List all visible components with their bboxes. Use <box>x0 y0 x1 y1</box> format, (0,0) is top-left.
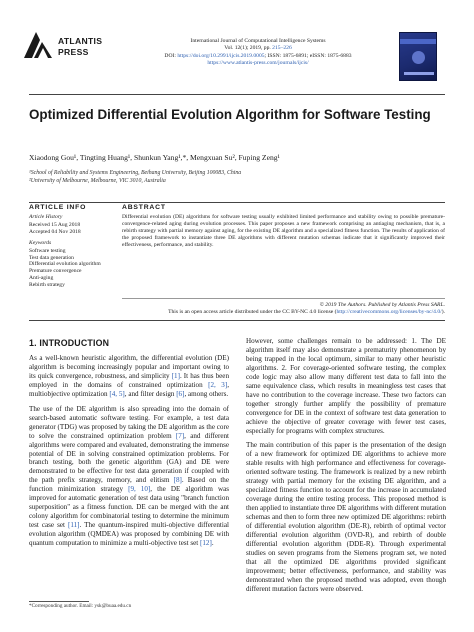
volume-text: Vol. 12(1); 2019, pp. <box>224 45 273 52</box>
keywords-label: Keywords <box>29 239 52 246</box>
paper-title: Optimized Differential Evolution Algorithm for Software Testing <box>29 107 431 122</box>
author-list: Xiaodong Gou¹, Tingting Huang¹, Shunkun Yang¹,*, Mengxuan Su², Fuping Zeng¹ <box>29 153 280 162</box>
license-suffix: ). <box>441 309 445 315</box>
text-run: . The quantum-inspired multi-objective differential evolution algorithm (QMDEA) was proposed by combining DE with quantum computation to minimize a multi-objective test set <box>29 521 229 548</box>
paragraph-2 <box>29 405 229 548</box>
volume-line <box>142 45 374 52</box>
keyword: Test data generation <box>29 254 74 261</box>
keyword: Differential evolution algorithm <box>29 261 101 268</box>
keyword: Anti-aging <box>29 275 54 282</box>
affiliations <box>29 170 445 185</box>
affiliation-2: ²University of Melbourne, Melbourne, VIC 3010, Australia <box>29 177 166 184</box>
info-divider <box>29 202 445 203</box>
abstract-text: Differential evolution (DE) algorithms for software testing usually exhibited limited performance and stability owing to possible premature-convergence-related aging during evolution processes. This paper proposes a new framework comprising an antiaging mechanism, that is, a rebirth strategy with partial memory against aging, for the existing DE algorithm and a specialized fitness function. The results of application of the proposed framework to instantiate three DE algorithms with different mutation schemas indicate that it significantly improved their effectiveness, performance, and stability. <box>122 214 445 248</box>
header-divider <box>29 94 445 95</box>
copyright-line: © 2019 The Authors. Published by Atlantis Press SARL. <box>319 302 445 308</box>
doi-line <box>142 53 374 60</box>
license-line <box>29 309 445 316</box>
publisher-line2: PRESS <box>58 47 89 57</box>
text-run: The use of the DE algorithm is also spreading into the domain of search-based automatic software testing. For example, a test data generator (TDG) was proposed by taking the DE algorithm as the core to solve the constrained optimization problem <box>29 404 229 440</box>
journal-website-link[interactable]: https://www.atlantis-press.com/journals/ijcis/ <box>207 60 309 67</box>
cover-emblem <box>412 51 425 64</box>
body-divider <box>29 320 445 321</box>
text-run: , and different algorithms were compared and evaluated, demonstrating the immense potential of DE in solving constrained optimization problems. For branch testing, both the genetic algorithm (GA) and DE were demonstrated to be effective for test data generation if coupled with the path prefix strategy, memory, and elitism <box>29 431 229 485</box>
publisher-logo <box>22 30 112 70</box>
abstract-divider <box>122 298 445 299</box>
citation-link[interactable]: [9, 10] <box>128 485 151 494</box>
doi-link[interactable]: https://doi.org/10.2991/ijcis.2019.0005 <box>177 52 265 59</box>
received-date: Received 15 Aug 2018 <box>29 221 81 228</box>
text-run: . It has thus been employed in the domains of constrained optimization <box>29 371 230 389</box>
article-info <box>29 214 109 289</box>
keyword: Rebirth strategy <box>29 282 65 289</box>
history-label: Article History <box>29 214 63 220</box>
citation-link[interactable]: [6] <box>176 389 185 398</box>
paragraph-1 <box>29 354 229 399</box>
text-run: . <box>211 539 214 548</box>
citation-link[interactable]: [1] <box>171 371 180 380</box>
citation-link[interactable]: [8] <box>173 476 182 485</box>
text-run: , the DE algorithm was improved for automatic generation of test data using "branch function superposition" as a fitness function. DE can be merged with the ant colony algorithm for combinatorial testing to determine the minimum test case set <box>29 485 229 530</box>
journal-cover-image <box>399 32 437 81</box>
text-run: As a well-known heuristic algorithm, the differential evolution (DE) algorithm is becoming increasingly popular and important owing to its quick convergence, robustness, and simplicity <box>29 354 229 380</box>
cover-band <box>400 39 436 44</box>
corresponding-author-footnote: *Corresponding author. Email: ysk@buaa.edu.cn <box>29 603 132 609</box>
atlantis-logo-icon <box>22 30 54 60</box>
cover-bar <box>404 72 434 75</box>
citation-link[interactable]: [4, 5] <box>109 389 125 398</box>
journal-info <box>142 38 374 68</box>
left-column <box>29 354 229 554</box>
journal-name: International Journal of Computational Intelligence Systems <box>190 38 326 44</box>
right-column <box>246 337 446 600</box>
accepted-date: Accepted 04 Nov 2018 <box>29 228 81 235</box>
text-run: , and filter design <box>124 389 177 398</box>
footnote-divider <box>29 601 89 602</box>
license-prefix: This is an open access article distributed under the CC BY-NC 4.0 license ( <box>168 309 337 315</box>
paragraph-4: The main contribution of this paper is the presentation of the design of a new framework for optimized DE algorithms to achieve more stable results with high performance and effectiveness for coverage-oriented software testing. The framework is realized by a new rebirth strategy with partial memory for the existing DE algorithm, and a specialized fitness function to account for the increase in accumulated coverage during the entire testing process. This proposed method is then applied to instantiate three DE algorithms with different mutation schemas and then to form three new optimized DE algorithms: rebirth of differential evolution algorithm (DE-R), rebirth of optimal vector differential evolution algorithm (OVD-R), and rebirth of double differential evolution algorithm (DDE-R). Through experimental studies on seven programs from the Siemens program set, we noted that all the optimized DE algorithms provided significant improvement; better effectiveness, performance, and stability was demonstrated when the proposed method was adopted, even though different mutation factors were observed. <box>246 441 446 593</box>
publisher-name <box>58 36 102 58</box>
text-run: , multiobjective optimization <box>29 380 229 398</box>
citation-link[interactable]: [12] <box>200 539 212 548</box>
citation-link[interactable]: [11] <box>67 521 80 530</box>
text-run: . Based on the function minimization strategy <box>29 476 229 494</box>
license-link[interactable]: http://creativecommons.org/licenses/by-nc/4.0/ <box>336 309 442 315</box>
paragraph-3: However, some challenges remain to be addressed: 1. The DE algorithm itself may also demonstrate a prematurity phenomenon by being trapped in the local optimum, similar to many other heuristic algorithms. 2. For coverage-oriented software testing, the complex code logic may also allow many different test data to fall into the same equivalence class, which results in meaningless test cases that have no contribution to the coverage increase. These two factors can together strongly further amplify the possibility of premature convergence for DE in the context of software test data generation to achieve the objective of greater coverage with fewer test cases, especially for programs with complex structures. <box>246 337 446 435</box>
publisher-line1: ATLANTIS <box>58 36 103 46</box>
citation-link[interactable]: [2, 3] <box>208 380 228 389</box>
article-info-heading: ARTICLE INFO <box>29 204 87 211</box>
pages-link[interactable]: 215–226 <box>272 45 292 52</box>
section-heading-introduction: 1. INTRODUCTION <box>29 338 110 348</box>
affiliation-1: ¹School of Reliability and Systems Engineering, Beihang University, Beijing 100083, China <box>29 170 242 176</box>
doi-prefix: DOI: <box>164 52 178 59</box>
citation-link[interactable]: [7] <box>175 431 185 440</box>
keyword: Premature convergence <box>29 268 82 275</box>
issn-text: ; ISSN: 1875-6891; eISSN: 1875-6883 <box>264 52 352 59</box>
text-run: , among others. <box>184 389 229 398</box>
keyword: Software testing <box>29 247 66 254</box>
abstract-heading: ABSTRACT <box>122 204 166 211</box>
